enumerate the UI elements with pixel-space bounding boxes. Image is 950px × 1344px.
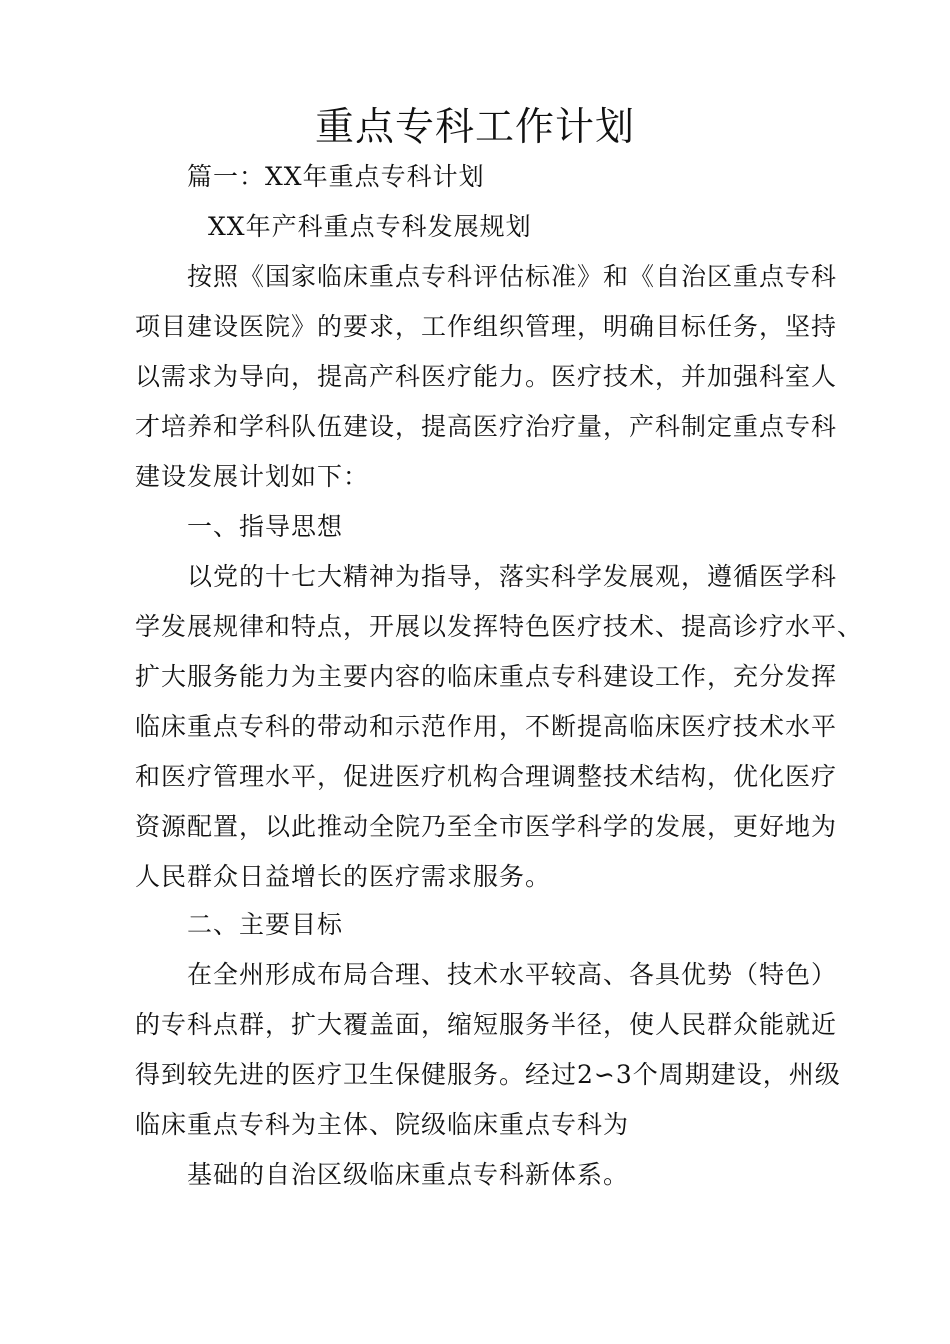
- paragraph-line: 扩大服务能力为主要内容的临床重点专科建设工作，充分发挥: [135, 662, 838, 691]
- paragraph-line: 项目建设医院》的要求，工作组织管理，明确目标任务，坚持: [135, 312, 838, 341]
- paragraph-line: 才培养和学科队伍建设，提高医疗治疗量，产科制定重点专科: [135, 412, 838, 441]
- closing-paragraph: 基础的自治区级临床重点专科新体系。: [187, 1160, 630, 1189]
- paragraph-line: 以需求为导向，提高产科医疗能力。医疗技术，并加强科室人: [135, 362, 838, 391]
- paragraph-line: 人民群众日益增长的医疗需求服务。: [135, 862, 552, 891]
- section-label: 篇一：XX年重点专科计划: [187, 162, 485, 191]
- paragraph-line: 建设发展计划如下：: [135, 462, 370, 491]
- document-title: 重点专科工作计划: [314, 105, 635, 150]
- main-goals-paragraph: [135, 950, 841, 1150]
- section-heading-main-goals: 二、主要目标: [187, 910, 344, 939]
- paragraph-line: 学发展规律和特点，开展以发挥特色医疗技术、提高诊疗水平、: [135, 612, 864, 641]
- paragraph-line: 以党的十七大精神为指导，落实科学发展观，遵循医学科: [187, 562, 838, 591]
- section-heading-guiding-ideology: 一、指导思想: [187, 512, 344, 541]
- paragraph-line: 的专科点群，扩大覆盖面，缩短服务半径，使人民群众能就近: [135, 1010, 838, 1039]
- paragraph-line: 资源配置，以此推动全院乃至全市医学科学的发展，更好地为: [135, 812, 838, 841]
- guiding-ideology-paragraph: [135, 552, 864, 902]
- paragraph-line: 在全州形成布局合理、技术水平较高、各具优势（特色）: [187, 960, 838, 989]
- paragraph-line: 临床重点专科的带动和示范作用，不断提高临床医疗技术水平: [135, 712, 838, 741]
- paragraph-line: 按照《国家临床重点专科评估标准》和《自治区重点专科: [187, 262, 838, 291]
- paragraph-line: 临床重点专科为主体、院级临床重点专科为: [135, 1110, 630, 1139]
- paragraph-line: 得到较先进的医疗卫生保健服务。经过2∽3个周期建设，州级: [135, 1060, 841, 1089]
- intro-paragraph: [135, 252, 838, 502]
- document-subtitle: XX年产科重点专科发展规划: [208, 212, 532, 241]
- paragraph-line: 和医疗管理水平，促进医疗机构合理调整技术结构，优化医疗: [135, 762, 838, 791]
